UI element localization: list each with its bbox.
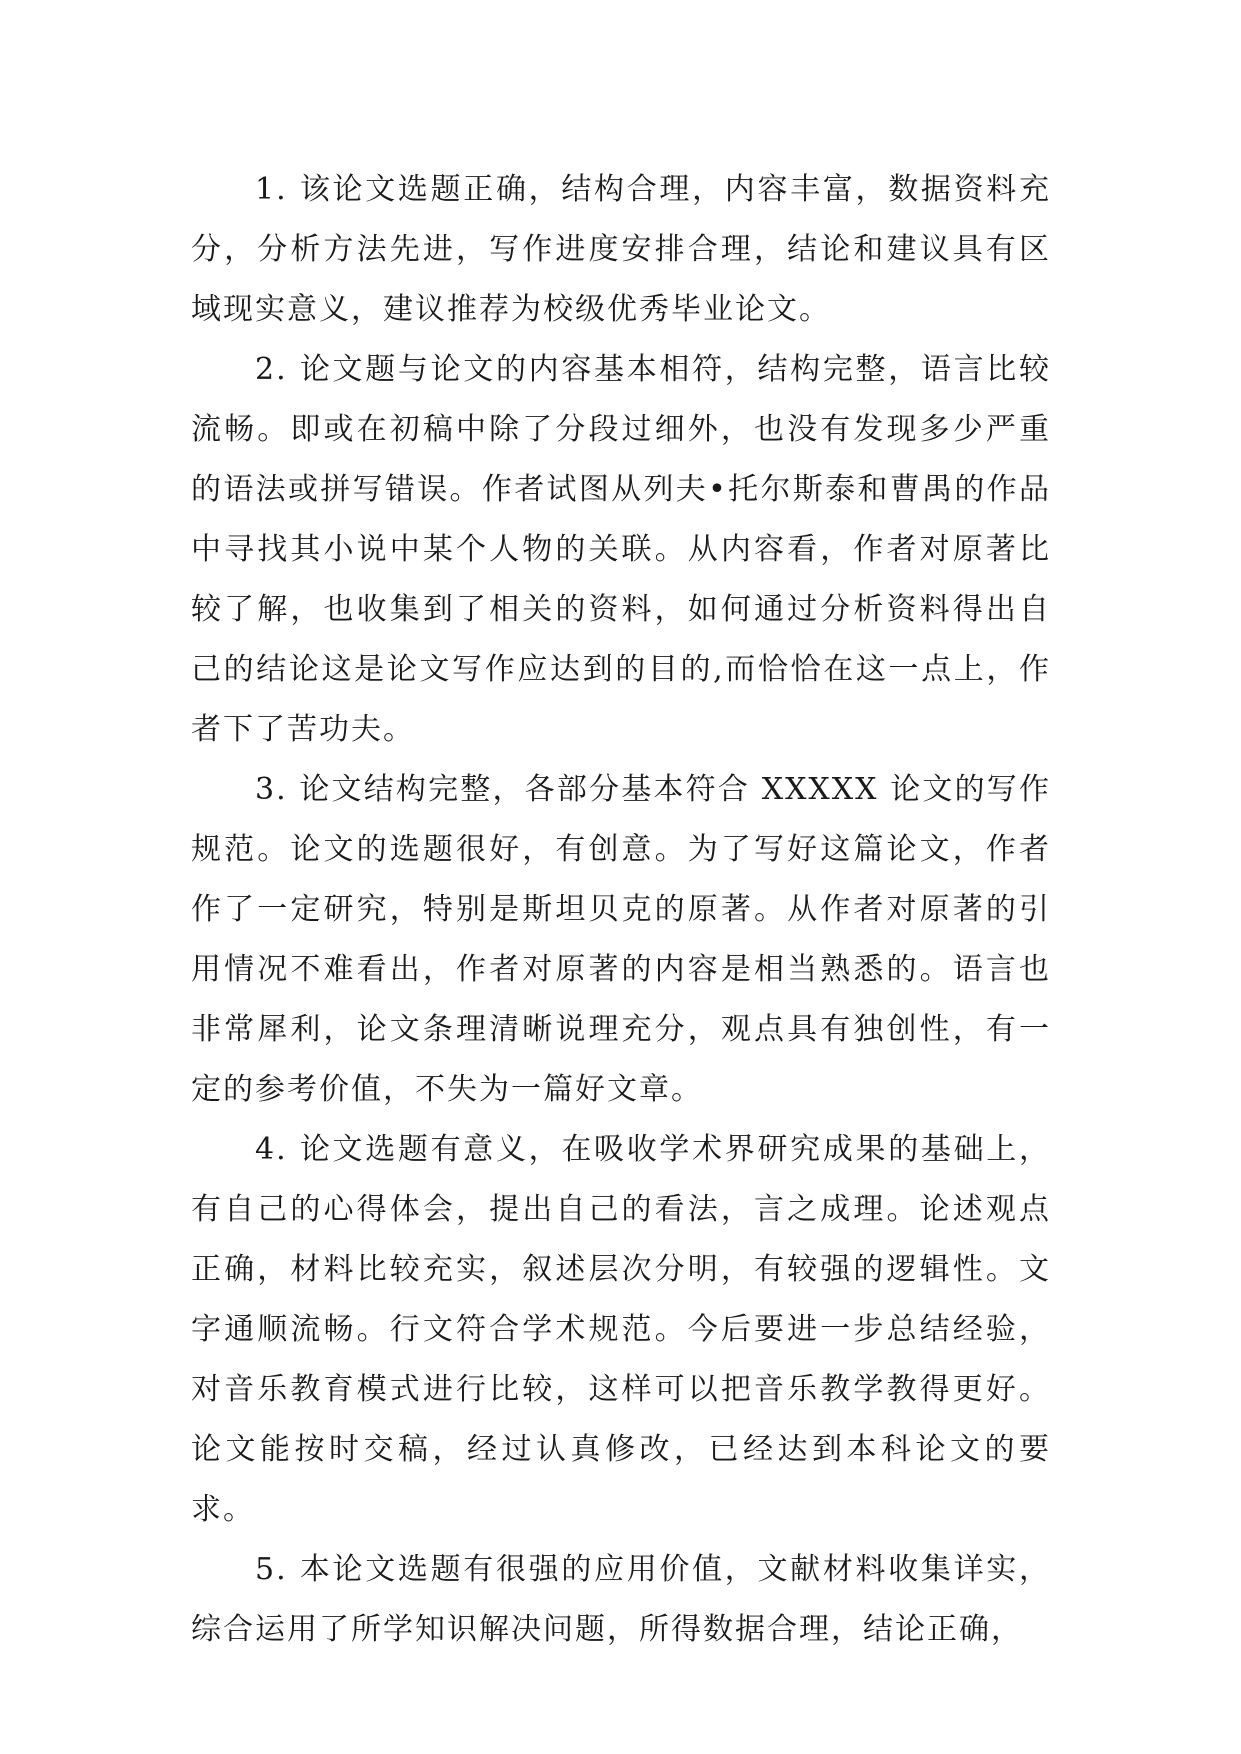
comment-paragraph-4: 4. 论文选题有意义，在吸收学术界研究成果的基础上，有自己的心得体会，提出自己的看法，言之成理。论述观点正确，材料比较充实，叙述层次分明，有较强的逻辑性。文字通顺流畅。行文符合学术规范。今后要进一步总结经验，对音乐教育模式进行比较，这样可以把音乐教学教得更好。论文能按时交稿，经过认真修改，已经达到本科论文的要求。 [191,1132,1051,1527]
comment-paragraph-1: 1. 该论文选题正确，结构合理，内容丰富，数据资料充分，分析方法先进，写作进度安排合理，结论和建议具有区域现实意义，建议推荐为校级优秀毕业论文。 [191,172,1051,327]
comment-paragraph-5: 5. 本论文选题有很强的应用价值，文献材料收集详实，综合运用了所学知识解决问题，所得数据合理，结论正确， [191,1552,1051,1647]
document-body [191,160,1051,1660]
comment-paragraph-2: 2. 论文题与论文的内容基本相符，结构完整，语言比较流畅。即或在初稿中除了分段过细外，也没有发现多少严重的语法或拼写错误。作者试图从列夫•托尔斯泰和曹禺的作品中寻找其小说中某个人物的关联。从内容看，作者对原著比较了解，也收集到了相关的资料，如何通过分析资料得出自己的结论这是论文写作应达到的目的,而恰恰在这一点上，作者下了苦功夫。 [191,352,1051,747]
comment-paragraph-3: 3. 论文结构完整，各部分基本符合 XXXXX 论文的写作规范。论文的选题很好，有创意。为了写好这篇论文，作者作了一定研究，特别是斯坦贝克的原著。从作者对原著的引用情况不难看出，作者对原著的内容是相当熟悉的。语言也非常犀利，论文条理清晰说理充分，观点具有独创性，有一定的参考价值，不失为一篇好文章。 [191,772,1051,1107]
